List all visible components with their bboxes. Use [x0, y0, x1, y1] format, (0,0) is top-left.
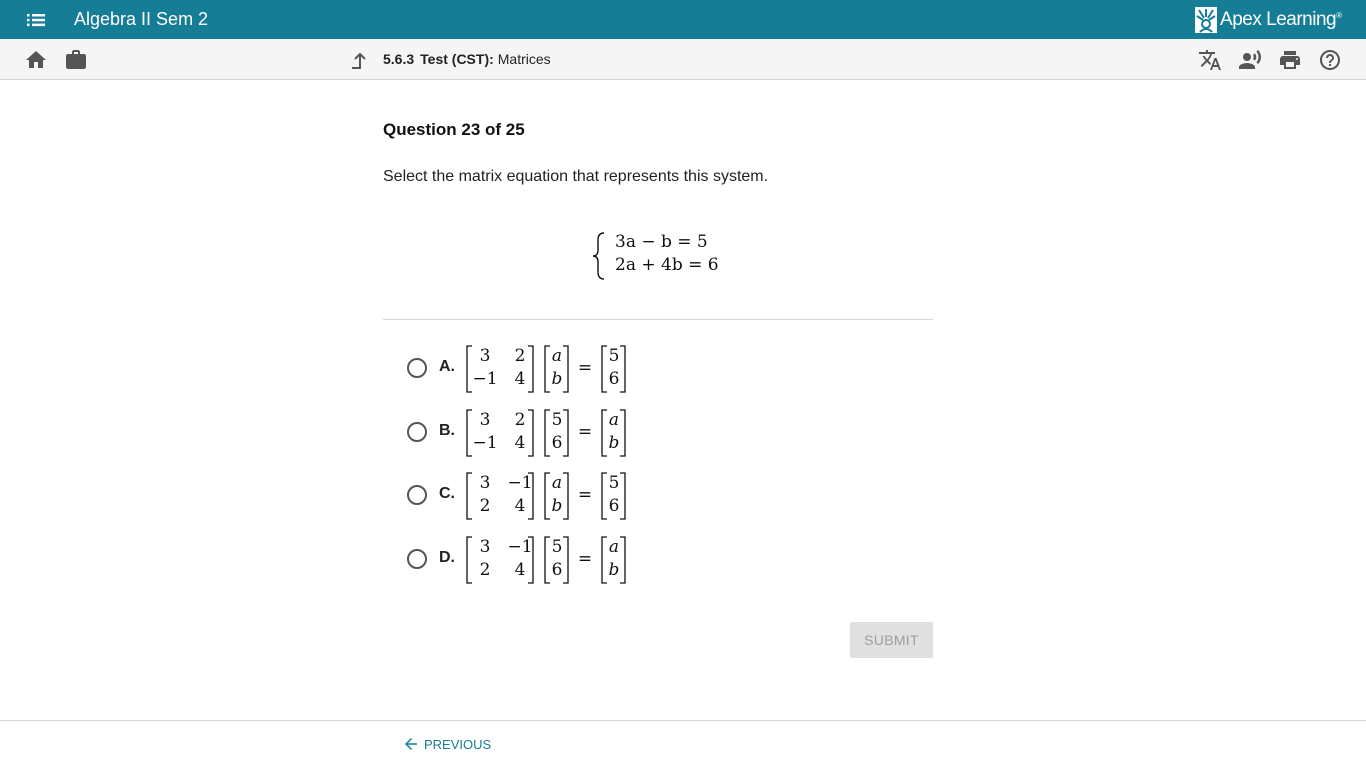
read-aloud-icon[interactable]	[1238, 48, 1262, 72]
matrix-cell: 4	[514, 433, 526, 453]
matrix-cell: 3	[479, 410, 491, 430]
radio-button[interactable]	[407, 485, 427, 505]
left-brace-icon	[590, 230, 608, 282]
matrix-cell: −1	[472, 369, 498, 389]
vector-cell: b	[551, 369, 563, 389]
vector-cell: 6	[551, 433, 563, 453]
option-letter: B.	[439, 422, 455, 439]
matrix-cell: 2	[514, 410, 526, 430]
home-icon[interactable]	[24, 48, 48, 72]
vector-cell: 6	[608, 369, 620, 389]
breadcrumb	[383, 51, 551, 67]
equation-1: 3a − b = 5	[615, 232, 708, 252]
activity-type: Test (CST):	[420, 51, 494, 67]
vector-bracket-right	[563, 410, 568, 456]
apex-logo-icon	[1195, 7, 1217, 33]
help-icon[interactable]	[1318, 48, 1342, 72]
vector-bracket-right	[563, 346, 568, 392]
answer-option-a[interactable]	[405, 344, 705, 394]
radio-button[interactable]	[407, 358, 427, 378]
matrix-bracket-right	[528, 410, 533, 456]
vector-cell: b	[551, 496, 563, 516]
previous-label: PREVIOUS	[424, 736, 492, 752]
vector-cell: a	[608, 410, 620, 430]
equals-sign: =	[577, 422, 593, 442]
list-menu-icon[interactable]	[24, 11, 48, 29]
equation-system	[590, 230, 730, 282]
equation-2: 2a + 4b = 6	[615, 255, 719, 275]
radio-button[interactable]	[407, 422, 427, 442]
activity-number: 5.6.3	[383, 51, 415, 67]
answer-option-b[interactable]	[405, 408, 705, 458]
activity-name: Matrices	[497, 51, 551, 67]
answer-option-c[interactable]	[405, 471, 705, 521]
matrix-bracket-right	[528, 346, 533, 392]
matrix-cell: 3	[479, 537, 491, 557]
matrix-equation	[465, 471, 635, 521]
vector-bracket-right	[563, 473, 568, 519]
matrix-cell: −1	[472, 433, 498, 453]
footer-nav	[0, 720, 1366, 768]
vector-cell: a	[551, 473, 563, 493]
matrix-cell: 2	[514, 346, 526, 366]
matrix-cell: −1	[507, 537, 533, 557]
vector-cell: a	[608, 537, 620, 557]
answer-option-d[interactable]	[405, 535, 705, 585]
matrix-cell: 4	[514, 496, 526, 516]
vector-cell: 5	[608, 346, 620, 366]
matrix-equation	[465, 535, 635, 585]
brand-logo	[1195, 7, 1342, 33]
vector-bracket-right	[620, 346, 625, 392]
matrix-equation	[465, 408, 635, 458]
vector-cell: 6	[551, 560, 563, 580]
matrix-cell: 3	[479, 473, 491, 493]
vector-bracket-right	[620, 473, 625, 519]
matrix-cell: 4	[514, 369, 526, 389]
briefcase-icon[interactable]	[64, 48, 88, 72]
vector-bracket-right	[563, 537, 568, 583]
brand-name: Apex Learning	[1220, 9, 1337, 30]
option-letter: D.	[439, 549, 455, 566]
translate-icon[interactable]	[1198, 48, 1222, 72]
option-letter: A.	[439, 358, 455, 375]
vector-cell: 6	[608, 496, 620, 516]
up-arrow-icon[interactable]	[347, 48, 371, 72]
radio-button[interactable]	[407, 549, 427, 569]
vector-bracket-left	[602, 346, 607, 392]
vector-cell: 5	[551, 537, 563, 557]
matrix-bracket-left	[467, 410, 472, 456]
matrix-cell: 4	[514, 560, 526, 580]
previous-button[interactable]	[402, 735, 491, 753]
vector-bracket-right	[620, 537, 625, 583]
vector-cell: 5	[608, 473, 620, 493]
course-title: Algebra II Sem 2	[74, 9, 209, 29]
matrix-bracket-left	[467, 346, 472, 392]
vector-bracket-left	[545, 346, 550, 392]
vector-cell: a	[551, 346, 563, 366]
matrix-cell: 2	[479, 560, 491, 580]
divider	[383, 319, 933, 320]
print-icon[interactable]	[1278, 48, 1302, 72]
equals-sign: =	[577, 358, 593, 378]
submit-button[interactable]: SUBMIT	[850, 622, 933, 658]
question-counter: Question 23 of 25	[383, 120, 525, 139]
vector-bracket-left	[602, 410, 607, 456]
toolbar	[0, 39, 1366, 80]
vector-cell: b	[608, 433, 620, 453]
matrix-bracket-left	[467, 537, 472, 583]
matrix-cell: 2	[479, 496, 491, 516]
matrix-cell: −1	[507, 473, 533, 493]
matrix-bracket-left	[467, 473, 472, 519]
matrix-cell: 3	[479, 346, 491, 366]
brand-trademark: ®	[1336, 11, 1342, 20]
equals-sign: =	[577, 485, 593, 505]
vector-bracket-left	[602, 473, 607, 519]
vector-bracket-left	[602, 537, 607, 583]
option-letter: C.	[439, 485, 455, 502]
arrow-left-icon	[402, 735, 420, 753]
vector-cell: b	[608, 560, 620, 580]
app-header	[0, 0, 1366, 39]
equals-sign: =	[577, 549, 593, 569]
vector-bracket-left	[545, 537, 550, 583]
vector-bracket-right	[620, 410, 625, 456]
vector-cell: 5	[551, 410, 563, 430]
matrix-equation	[465, 344, 635, 394]
vector-bracket-left	[545, 473, 550, 519]
question-prompt: Select the matrix equation that represents this system.	[383, 168, 769, 185]
vector-bracket-left	[545, 410, 550, 456]
